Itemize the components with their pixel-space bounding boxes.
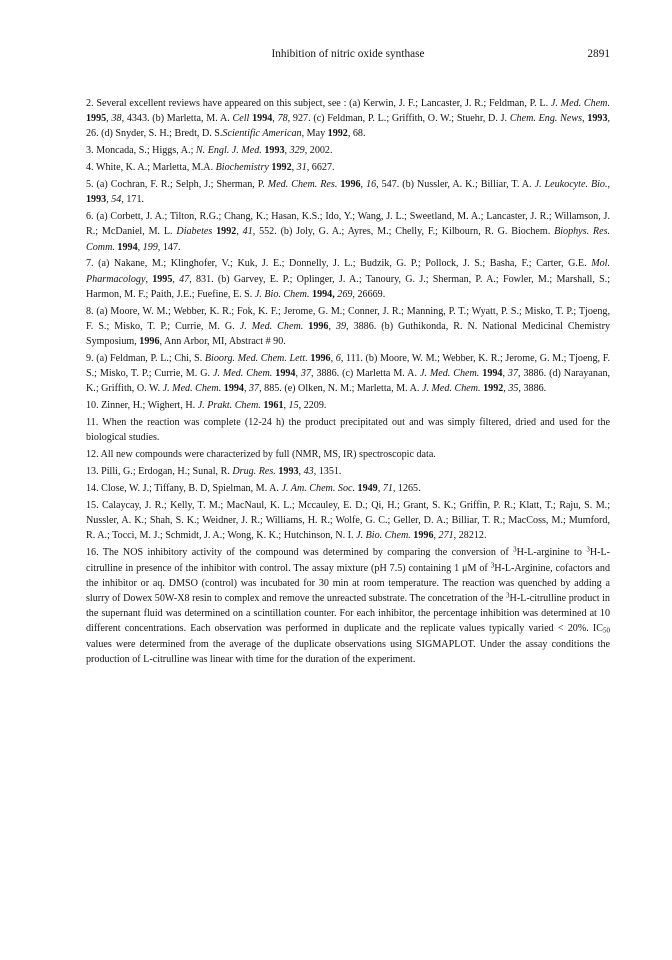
reference-list: [86, 96, 610, 669]
reference-9: 9. (a) Feldman, P. L.; Chi, S. Bioorg. Med. Chem. Lett. 1996, 6, 111. (b) Moore, W. M.; Webber, K. R.; Jerome, G. M.; Tjoeng, F. S.; Misko, T. P.; Currie, M. G. J. Med. Chem. 1994, 37, 3886. (c) Marletta M. A. J. Med. Chem. 1994, 37, 3886. (d) Narayanan, K.; Griffith, O. W. J. Med. Chem. 1994, 37, 885. (e) Olken, N. M.; Marletta, M. A. J. Med. Chem. 1992, 35, 3886.: [86, 353, 611, 395]
reference-15: 15. Calaycay, J. R.; Kelly, T. M.; MacNaul, K. L.; Mccauley, E. D.; Qi, H.; Grant, S. K.; Griffin, P. R.; Klatt, T.; Raju, S. M.; Nussler, A. K.; Shah, S. K.; Weidner, J. R.; Williams, H. R.; Wolfe, G. C.; Geller, D. A.; Billiar, T. R.; MacCoss, M.; Mumford, R. A.; Tocci, M. J.; Schmidt, J. A.; Wong, K. K.; Hutchinson, N. I. J. Bio. Chem. 1996, 271, 28212.: [86, 500, 610, 542]
running-title: Inhibition of nitric oxide synthase: [271, 48, 425, 60]
page-header: [86, 48, 610, 64]
reference-14: 14. Close, W. J.; Tiffany, B. D, Spielman, M. A. J. Am. Chem. Soc. 1949, 71, 1265.: [86, 483, 421, 495]
reference-3: 3. Moncada, S.; Higgs, A.; N. Engl. J. Med. 1993, 329, 2002.: [86, 145, 333, 157]
reference-8: 8. (a) Moore, W. M.; Webber, K. R.; Fok, K. F.; Jerome, G. M.; Conner, J. R.; Manning, P. T.; Wyatt, P. S.; Misko, T. P.; Tjoeng, F. S.; Misko, T. P.; Currie, M. G. J. Med. Chem. 1996, 39, 3886. (b) Guthikonda, R. N. National Medicinal Chemistry Symposium, 1996, Ann Arbor, MI, Abstract # 90.: [86, 305, 610, 348]
reference-6: 6. (a) Corbett, J. A.; Tilton, R.G.; Chang, K.; Hasan, K.S.; Ido, Y.; Wang, J. L.; Sweetland, M. A.; Lancaster, J. R.; Willamson, J. R.; McDaniel, M. L. Diabetes 1992, 41, 552. (b) Joly, G. A.; Ayres, M.; Chelly, F.; Kilbourn, R. G. Biochem. Biophys. Res. Comm. 1994, 199, 147.: [86, 211, 611, 253]
reference-7: 7. (a) Nakane, M.; Klinghofer, V.; Kuk, J. E.; Donnelly, J. L.; Budzik, G. P.; Pollock, J. S.; Basha, F.; Carter, G.E. Mol. Pharmacology, 1995, 47, 831. (b) Garvey, E. P.; Oplinger, J. A.; Tanoury, G. J.; Sherman, P. A.; Fowler, M.; Marshall, S.; Harmon, M. F.; Paith, J.E.; Fuefine, E. S. J. Bio. Chem. 1994, 269, 26669.: [86, 258, 611, 300]
reference-10: 10. Zinner, H.; Wighert, H. J. Prakt. Chem. 1961, 15, 2209.: [86, 400, 327, 412]
reference-2: 2. Several excellent reviews have appeared on this subject, see : (a) Kerwin, J. F.; Lancaster, J. R.; Feldman, P. L. J. Med. Chem. 1995, 38, 4343. (b) Marletta, M. A. Cell 1994, 78, 927. (c) Feldman, P. L.; Griffith, O. W.; Stuehr, D. J. Chem. Eng. News, 1993, 26. (d) Snyder, S. H.; Bredt, D. S.Scientific American, May 1992, 68.: [86, 98, 611, 140]
reference-16: 16. The NOS inhibitory activity of the compound was determined by comparing the conversion of $^3$H-L-arginine to $^3$H-L-citrulline in presence of the inhibitor with control. The assay mixture (pH 7.5) containing 1 μM of $^3$H-L-Arginine, cofactors and the inhibitor or aq. DMSO (control) was incubated for 30 min at room temperature. The reaction was quenched by adding a slurry of Dowex 50W-X8 resin to complex and remove the unreacted substrate. The concetration of the $^3$H-L-citrulline product in the supernant fluid was determined on a scintillation counter. For each inhibitor, the percentage inhibition was determined at 10 different concentrations. Each observation was performed in duplicate and the replicate values typically varied < 20%. $IC_{50}$ values were determined from the average of the duplicate observations using SIGMAPLOT. Under the assay conditions the production of L-citrulline was linear with time for the duration of the experiment.: [86, 545, 610, 665]
reference-13: 13. Pilli, G.; Erdogan, H.; Sunal, R. Drug. Res. 1993, 43, 1351.: [86, 466, 342, 478]
reference-5: 5. (a) Cochran, F. R.; Selph, J.; Sherman, P. Med. Chem. Res. 1996, 16, 547. (b) Nussler, A. K.; Billiar, T. A. J. Leukocyte. Bio., 1993, 54, 171.: [86, 179, 611, 206]
reference-11: 11. When the reaction was complete (12-24 h) the product precipitated out and was simply filtered, dried and used for the biological studies.: [86, 417, 610, 444]
page-number: 2891: [587, 48, 610, 60]
reference-12: 12. All new compounds were characterized by full (NMR, MS, IR) spectroscopic data.: [86, 449, 436, 461]
reference-4: 4. White, K. A.; Marletta, M.A. Biochemistry 1992, 31, 6627.: [86, 162, 335, 174]
